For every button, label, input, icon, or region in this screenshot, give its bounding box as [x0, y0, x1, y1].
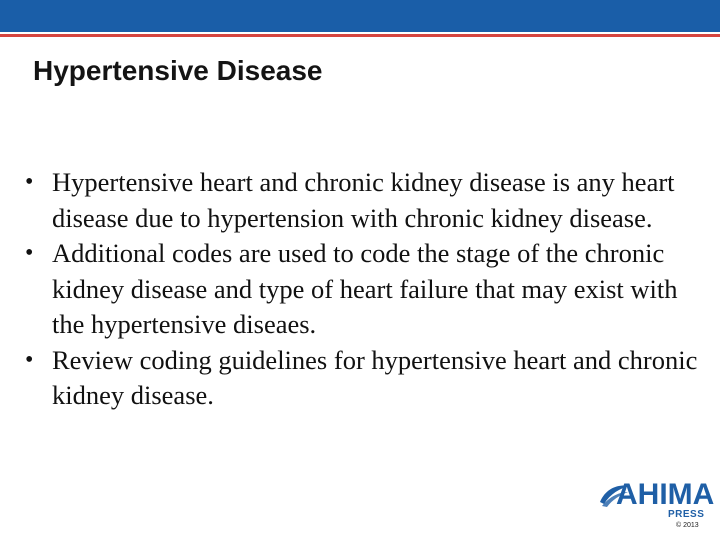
bullet-list: [22, 165, 702, 414]
copyright-notice: © 2013: [676, 522, 699, 529]
bullet-marker: •: [25, 346, 34, 373]
ahima-press-logo: [598, 478, 715, 528]
bullet-text: Additional codes are used to code the stage of the chronic kidney disease and type of heart failure that may exist with the hypertensive diseaes.: [52, 238, 678, 339]
slide-title: Hypertensive Disease: [33, 55, 323, 86]
bullet-item: [22, 236, 702, 343]
bullet-text: Review coding guidelines for hypertensive heart and chronic kidney disease.: [52, 344, 698, 410]
header-band: [0, 0, 720, 32]
bullet-marker: •: [25, 169, 34, 195]
bullet-text: Hypertensive heart and chronic kidney disease is any heart disease due to hypertension with chronic kidney disease.: [52, 167, 675, 233]
bullet-item: [22, 343, 702, 414]
bullet-item: [22, 165, 702, 236]
bullet-marker: •: [25, 240, 34, 266]
logo-wordmark: AHIMA: [616, 478, 715, 511]
logo-subtitle: PRESS: [668, 509, 705, 520]
header-divider-red: [0, 34, 720, 37]
